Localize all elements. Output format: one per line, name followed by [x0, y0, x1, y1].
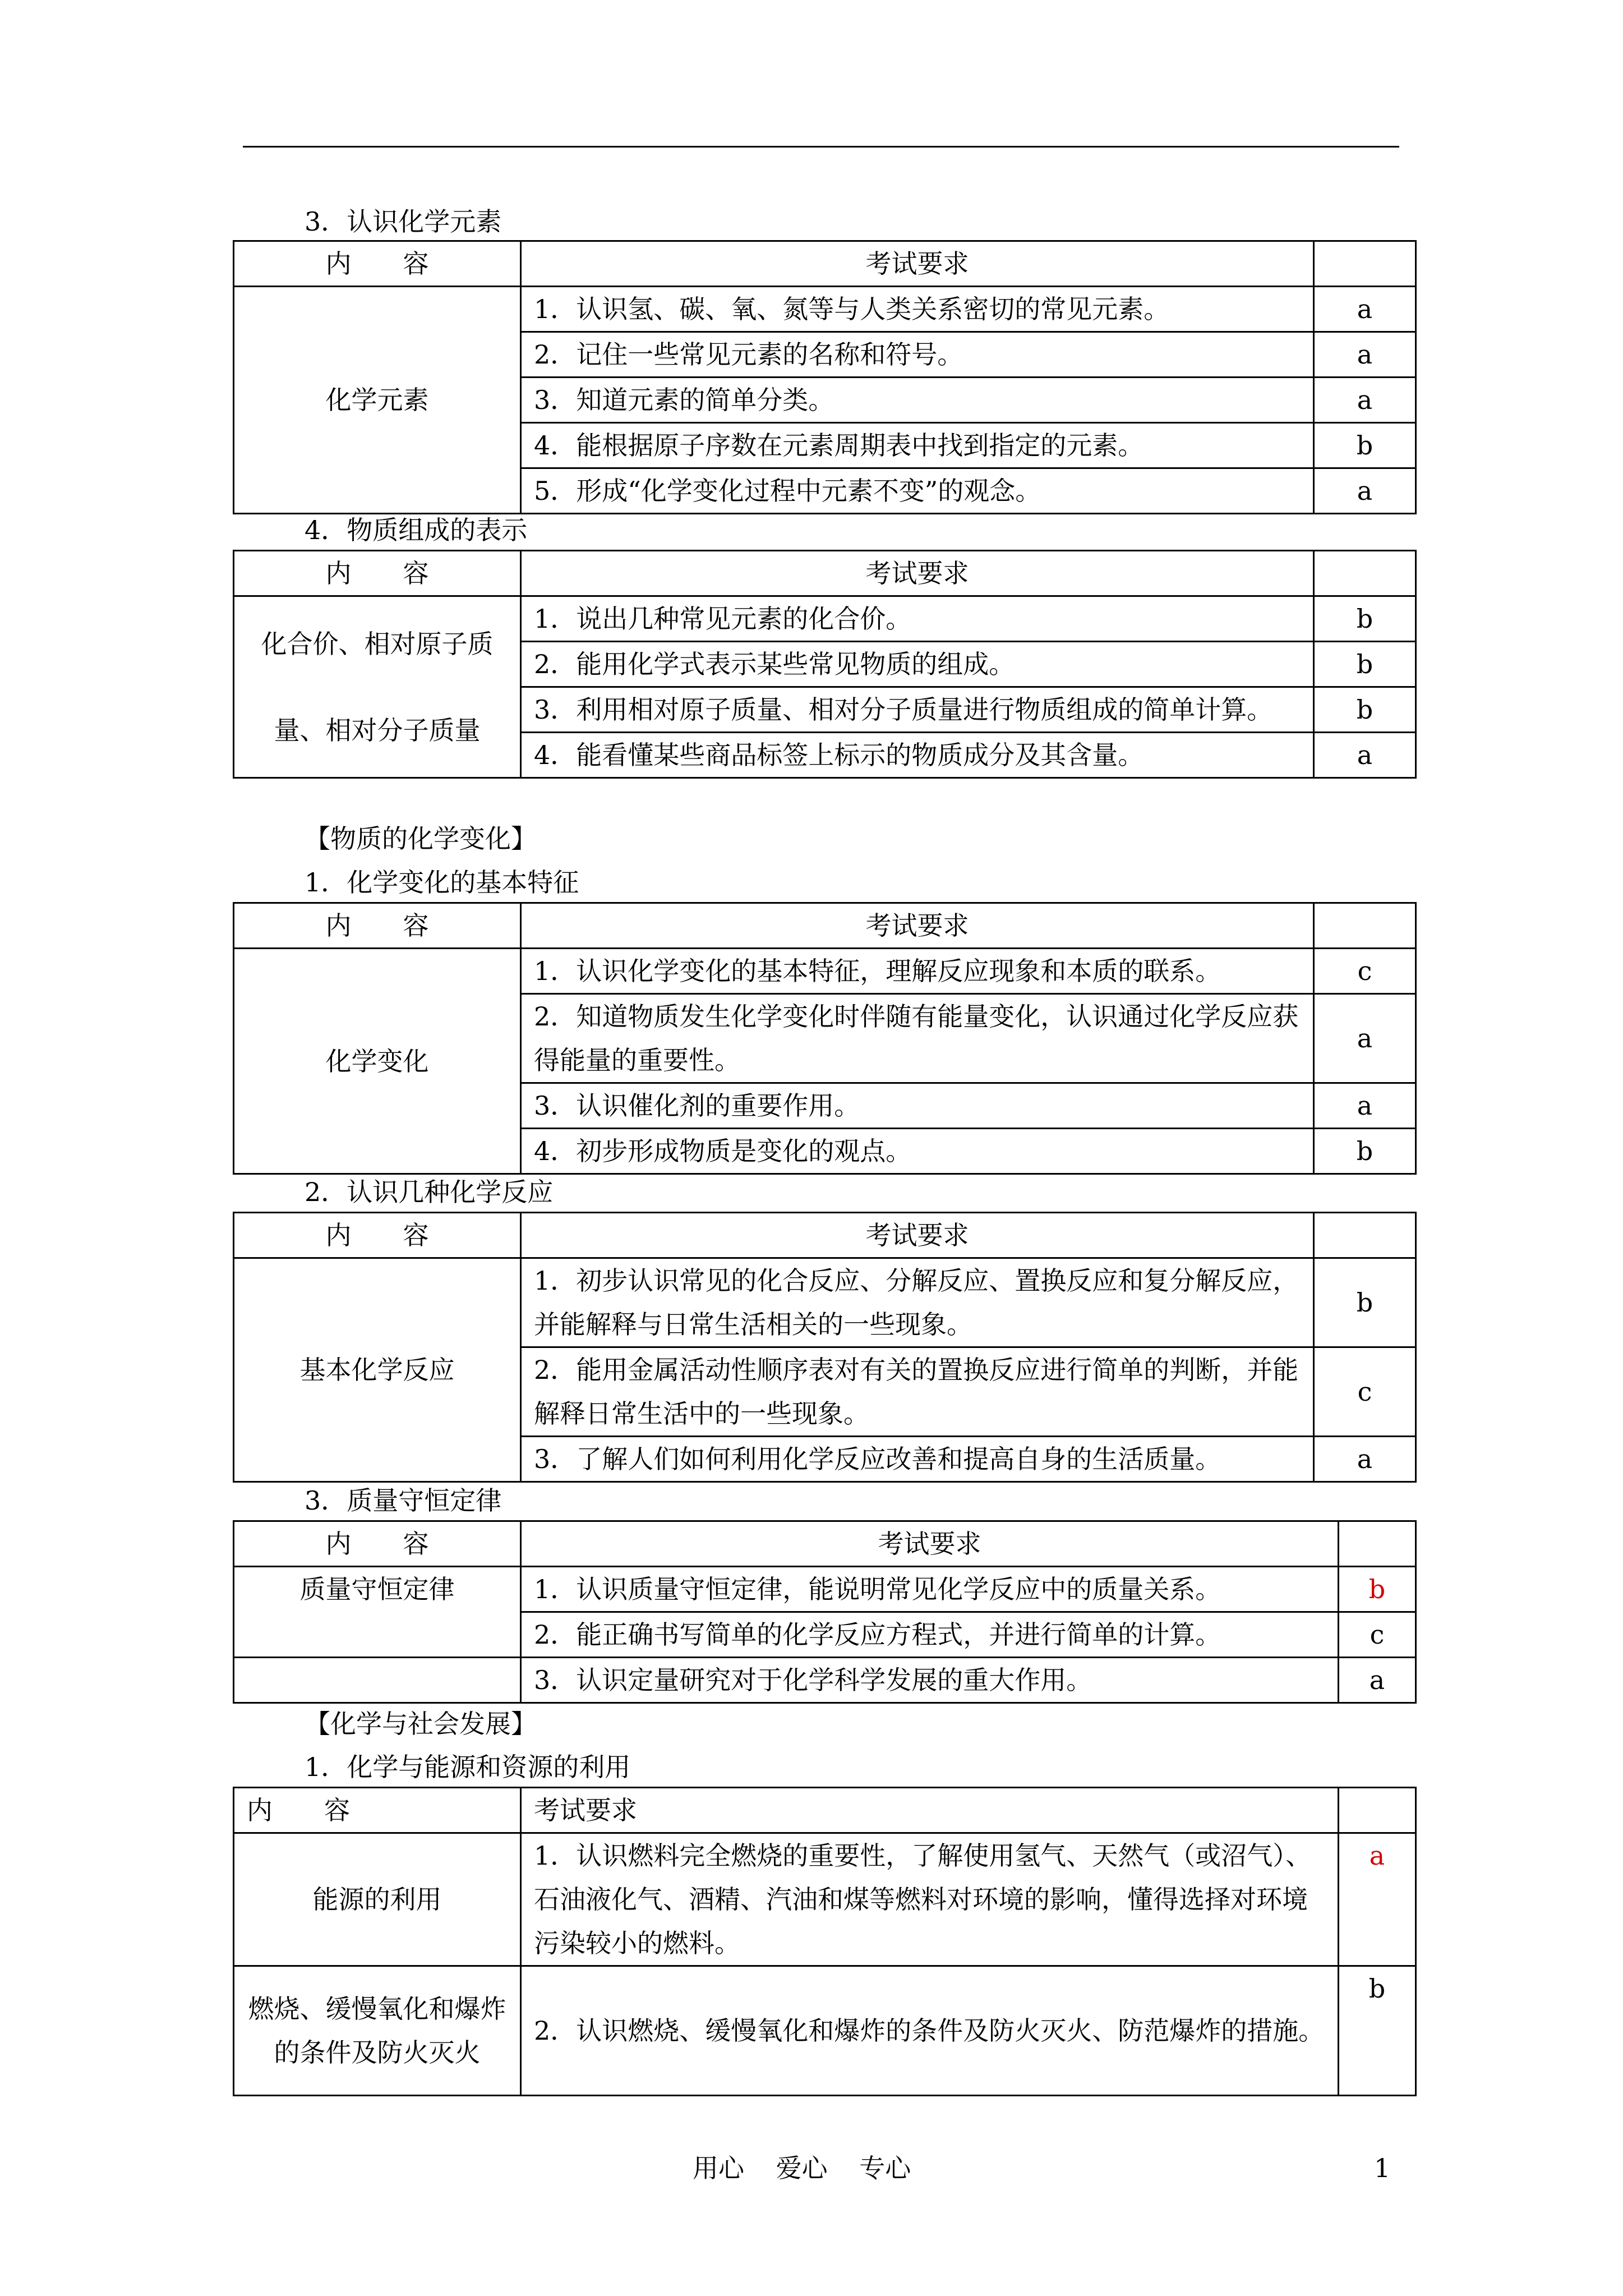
header-content: 内 容 [234, 1521, 521, 1567]
requirement-text: 1．认识质量守恒定律，能说明常见化学反应中的质量关系。 [521, 1567, 1339, 1612]
header-content: 内 容 [234, 241, 521, 287]
grade-cell: b [1314, 687, 1416, 733]
grade-cell: a [1314, 1083, 1416, 1129]
header-content: 内 容 [234, 551, 521, 596]
requirement-text: 2．能用化学式表示某些常见物质的组成。 [521, 642, 1314, 687]
header-requirement: 考试要求 [521, 551, 1314, 596]
requirement-text: 2．记住一些常见元素的名称和符号。 [521, 332, 1314, 378]
topic-cell: 燃烧、缓慢氧化和爆炸的条件及防火灭火 [234, 1966, 521, 2096]
section-title: 3．质量守恒定律 [305, 1485, 502, 1516]
grade-cell: a [1314, 733, 1416, 778]
topic-cell: 化合价、相对原子质量、相对分子质量 [234, 596, 521, 778]
requirements-table-conservation [233, 1520, 1417, 1704]
grade-cell: c [1314, 1347, 1416, 1437]
grade-cell: b [1314, 423, 1416, 468]
requirement-text: 2．能用金属活动性顺序表对有关的置换反应进行简单的判断，并能解释日常生活中的一些现象。 [521, 1347, 1314, 1437]
requirement-text: 2．认识燃烧、缓慢氧化和爆炸的条件及防火灭火、防范爆炸的措施。 [521, 1966, 1339, 2096]
requirement-text: 3．了解人们如何利用化学反应改善和提高自身的生活质量。 [521, 1437, 1314, 1482]
requirement-text: 1．认识燃料完全燃烧的重要性，了解使用氢气、天然气（或沼气）、石油液化气、酒精、汽油和煤等燃料对环境的影响，懂得选择对环境污染较小的燃料。 [521, 1833, 1339, 1966]
header-content: 内 容 [234, 903, 521, 949]
grade-cell: c [1314, 949, 1416, 994]
part-title: 【化学与社会发展】 [305, 1709, 537, 1739]
header-grade [1339, 1788, 1416, 1833]
requirement-text: 1．认识氢、碳、氧、氮等与人类关系密切的常见元素。 [521, 287, 1314, 332]
requirement-text: 2．能正确书写简单的化学反应方程式，并进行简单的计算。 [521, 1612, 1339, 1658]
grade-cell: b [1339, 1966, 1416, 2096]
requirements-table-change [233, 902, 1417, 1175]
grade-cell: b [1314, 642, 1416, 687]
grade-cell: a [1314, 994, 1416, 1083]
header-requirement: 考试要求 [521, 1788, 1339, 1833]
header-requirement: 考试要求 [521, 241, 1314, 287]
requirements-table-reactions [233, 1212, 1417, 1483]
header-requirement: 考试要求 [521, 1521, 1339, 1567]
requirement-text: 1．初步认识常见的化合反应、分解反应、置换反应和复分解反应，并能解释与日常生活相关的一些现象。 [521, 1258, 1314, 1347]
grade-cell: b [1339, 1567, 1416, 1612]
footer-word: 爱心 [776, 2153, 828, 2183]
section-title: 1．化学变化的基本特征 [305, 867, 579, 898]
footer-motto [693, 2151, 934, 2185]
header-grade [1314, 1213, 1416, 1258]
requirement-text: 5．形成“化学变化过程中元素不变”的观念。 [521, 468, 1314, 514]
requirement-text: 1．认识化学变化的基本特征，理解反应现象和本质的联系。 [521, 949, 1314, 994]
requirement-text: 2．知道物质发生化学变化时伴随有能量变化，认识通过化学反应获得能量的重要性。 [521, 994, 1314, 1083]
topic-cell: 化学元素 [234, 287, 521, 514]
header-content: 内 容 [234, 1213, 521, 1258]
section-title: 3．认识化学元素 [305, 206, 502, 237]
part-title: 【物质的化学变化】 [305, 823, 537, 854]
requirement-text: 3．知道元素的简单分类。 [521, 378, 1314, 423]
requirements-table-composition [233, 550, 1417, 779]
grade-cell: a [1314, 468, 1416, 514]
requirement-text: 1．说出几种常见元素的化合价。 [521, 596, 1314, 642]
section-title: 4．物质组成的表示 [305, 515, 528, 545]
topic-cell-empty [234, 1658, 521, 1703]
topic-cell: 质量守恒定律 [234, 1567, 521, 1658]
header-requirement: 考试要求 [521, 903, 1314, 949]
grade-cell: c [1339, 1612, 1416, 1658]
grade-cell: a [1314, 1437, 1416, 1482]
footer-word: 用心 [693, 2153, 744, 2183]
requirement-text: 3．认识催化剂的重要作用。 [521, 1083, 1314, 1129]
requirement-text: 3．利用相对原子质量、相对分子质量进行物质组成的简单计算。 [521, 687, 1314, 733]
topic-cell: 化学变化 [234, 949, 521, 1174]
header-content: 内 容 [234, 1788, 521, 1833]
header-grade [1314, 903, 1416, 949]
requirements-table-energy [233, 1787, 1417, 2096]
requirement-text: 3．认识定量研究对于化学科学发展的重大作用。 [521, 1658, 1339, 1703]
grade-cell: b [1314, 1258, 1416, 1347]
section-title: 2．认识几种化学反应 [305, 1177, 554, 1207]
requirement-text: 4．能根据原子序数在元素周期表中找到指定的元素。 [521, 423, 1314, 468]
grade-cell: b [1314, 596, 1416, 642]
header-requirement: 考试要求 [521, 1213, 1314, 1258]
grade-cell: a [1314, 332, 1416, 378]
footer-word: 专心 [859, 2153, 911, 2183]
grade-cell: a [1314, 287, 1416, 332]
header-rule [243, 146, 1399, 148]
requirement-text: 4．能看懂某些商品标签上标示的物质成分及其含量。 [521, 733, 1314, 778]
grade-cell: b [1314, 1129, 1416, 1174]
requirement-text: 4．初步形成物质是变化的观点。 [521, 1129, 1314, 1174]
topic-cell: 能源的利用 [234, 1833, 521, 1966]
topic-cell: 基本化学反应 [234, 1258, 521, 1482]
page-number: 1 [1374, 2153, 1391, 2183]
header-grade [1339, 1521, 1416, 1567]
grade-cell: a [1314, 378, 1416, 423]
grade-cell: a [1339, 1658, 1416, 1703]
grade-cell: a [1339, 1833, 1416, 1966]
header-grade [1314, 241, 1416, 287]
header-grade [1314, 551, 1416, 596]
section-title: 1．化学与能源和资源的利用 [305, 1752, 631, 1782]
requirements-table-elements [233, 240, 1417, 514]
